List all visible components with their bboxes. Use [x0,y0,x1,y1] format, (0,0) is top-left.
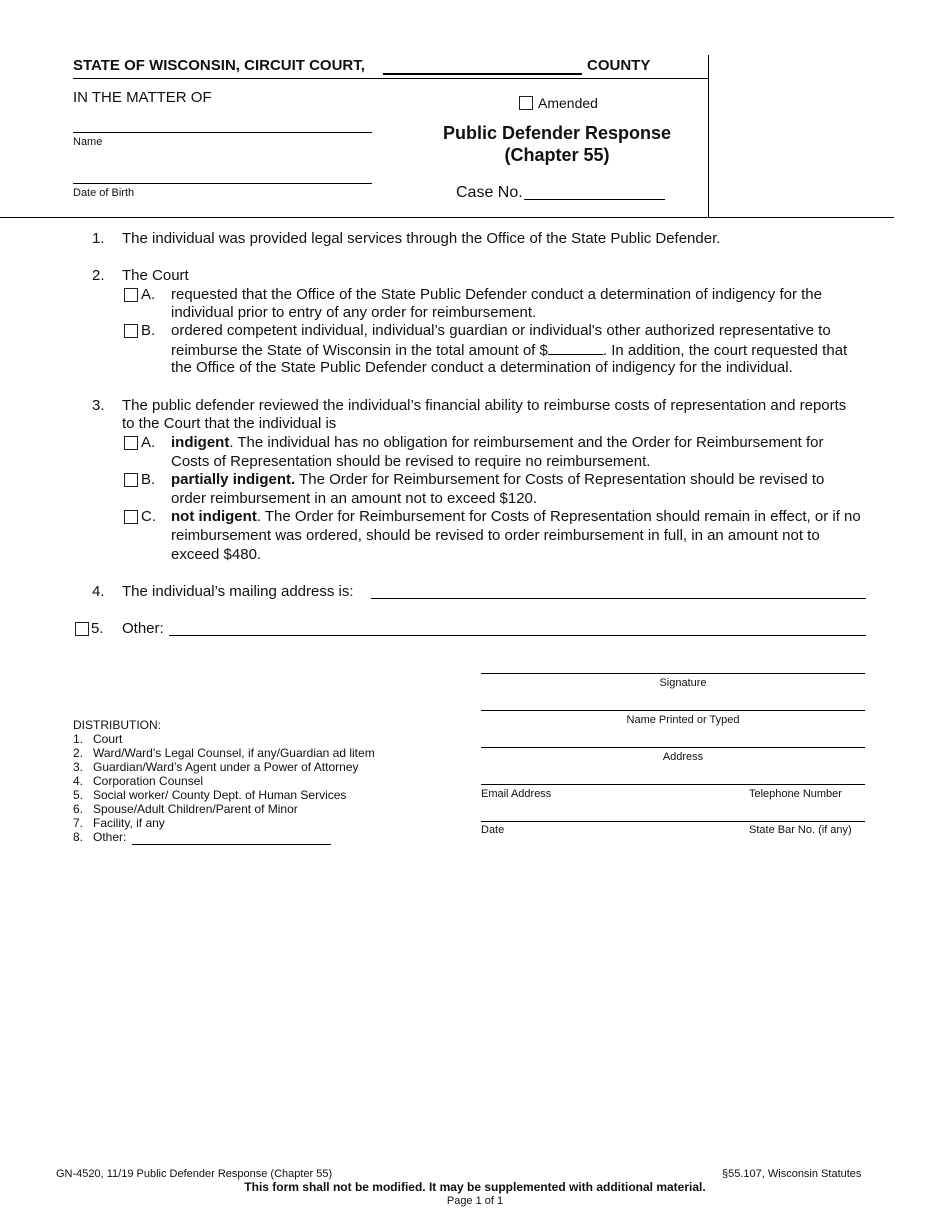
county-label: COUNTY [587,57,651,74]
item-2a-line1: requested that the Office of the State Public Defender conduct a determination of indigency for the [171,286,822,303]
item-3c-line1 [171,507,861,526]
dob-field[interactable] [73,183,372,184]
item-3c-bold: not indigent [171,508,257,525]
court-label: STATE OF WISCONSIN, CIRCUIT COURT, [73,57,365,74]
item-3c-letter: C. [141,508,156,525]
form-title [400,122,714,166]
item-5-checkbox[interactable] [75,622,89,636]
name-label: Name [73,136,103,148]
footer-page: Page 1 of 1 [446,1195,504,1207]
item-2b-line3: the Office of the State Public Defender conduct a determination of indigency for the individual. [171,359,793,376]
reimburse-amount-field[interactable] [548,340,603,355]
item-1-number: 1. [92,230,105,247]
item-2a-letter: A. [141,286,156,303]
case-no-field[interactable] [524,199,665,200]
item-2a-checkbox[interactable] [124,288,138,302]
signature-field[interactable] [481,673,865,674]
distribution-item-num: 1. [73,732,84,746]
item-3a-text: . The individual has no obligation for reimbursement and the Order for Reimbursement for [229,434,824,451]
item-3a-line1 [171,433,824,452]
court-heading [73,57,365,75]
item-5-number: 5. [91,620,104,637]
distribution-item-num: 3. [73,760,84,774]
item-3-line1: The public defender reviewed the individual’s financial ability to reimburse costs of representation and reports [122,397,847,414]
distribution-item [73,816,375,830]
header-bottom-rule [0,217,894,218]
item-4-text: The individual’s mailing address is: [122,583,354,600]
distribution-item [73,774,375,788]
item-2a-line2: individual prior to entry of any order for reimbursement. [171,304,537,321]
form-title-line1: Public Defender Response [442,123,672,143]
matter-label: IN THE MATTER OF [73,89,212,106]
item-3b-checkbox[interactable] [124,473,138,487]
item-2b-line2-post: . In addition, the court requested that [602,342,848,359]
item-2b-line1: ordered competent individual, individual’s guardian or individual's other authorized representative to [171,322,831,339]
item-3b-text: The Order for Reimbursement for Costs of Representation should be revised to [295,471,825,488]
item-3b-line1 [171,470,824,489]
footer-form-id: GN-4520, 11/19 Public Defender Response (Chapter 55) [56,1168,333,1180]
item-2-text: The Court [122,267,189,284]
county-name-field[interactable] [383,73,582,75]
distribution-other-field[interactable] [132,844,331,845]
item-3b-bold: partially indigent. [171,471,296,488]
distribution-item [73,732,375,746]
item-3b-letter: B. [141,471,156,488]
distribution-item-text: Court [93,732,123,746]
item-2b-line2 [171,340,847,360]
name-printed-label: Name Printed or Typed [626,714,740,726]
distribution-item [73,746,375,760]
distribution-item-num: 2. [73,746,84,760]
item-2b-letter: B. [141,322,156,339]
item-3-number: 3. [92,397,105,414]
distribution-item-text: Corporation Counsel [93,774,204,788]
distribution-list [73,732,375,844]
item-2-number: 2. [92,267,105,284]
phone-label: Telephone Number [749,788,842,800]
distribution-item-num: 5. [73,788,84,802]
distribution-item-text: Guardian/Ward’s Agent under a Power of Attorney [93,760,359,774]
item-3a-letter: A. [141,434,156,451]
email-label: Email Address [481,788,552,800]
item-2b-checkbox[interactable] [124,324,138,338]
date-label: Date [481,824,505,836]
signature-label: Signature [659,677,707,689]
distribution-item-num: 6. [73,802,84,816]
bar-number-label: State Bar No. (if any) [749,824,852,836]
item-3b-line2: order reimbursement in an amount not to exceed $120. [171,490,538,507]
item-2b-line2-pre: reimburse the State of Wisconsin in the total amount of $ [171,342,548,359]
name-printed-field[interactable] [481,710,865,711]
mailing-address-field[interactable] [371,598,866,599]
distribution-item [73,802,375,816]
item-3c-line3: exceed $480. [171,546,262,563]
name-field[interactable] [73,132,372,133]
distribution-item-num: 7. [73,816,84,830]
item-3c-text: . The Order for Reimbursement for Costs of Representation should remain in effect, or if no [256,508,861,525]
distribution-item [73,788,375,802]
distribution-item-text: Facility, if any [93,816,165,830]
distribution-item-text: Social worker/ County Dept. of Human Services [93,788,347,802]
form-title-line2: (Chapter 55) [504,145,610,165]
item-3a-line2: Costs of Representation should be revised to require no reimbursement. [171,453,651,470]
email-phone-field[interactable] [481,784,865,785]
amended-checkbox[interactable] [519,96,533,110]
item-1-text: The individual was provided legal services through the Office of the State Public Defender. [122,230,721,247]
item-3a-checkbox[interactable] [124,436,138,450]
distribution-title: DISTRIBUTION: [73,718,162,732]
distribution-item-text: Other: [93,830,127,844]
item-3c-line2: reimbursement was ordered, should be revised to order reimbursement in full, in an amount not to [171,527,820,544]
case-no-label: Case No. [456,184,523,201]
address-field[interactable] [481,747,865,748]
address-label: Address [662,751,704,763]
distribution-item [73,830,375,844]
distribution-item-text: Spouse/Adult Children/Parent of Minor [93,802,298,816]
item-3-line2: to the Court that the individual is [122,415,337,432]
footer-statute: §55.107, Wisconsin Statutes [722,1168,862,1180]
distribution-item-num: 4. [73,774,84,788]
other-field[interactable] [169,635,866,636]
item-5-text: Other: [122,620,164,637]
item-4-number: 4. [92,583,105,600]
item-3a-bold: indigent [171,434,230,451]
distribution-item-num: 8. [73,830,84,844]
item-3c-checkbox[interactable] [124,510,138,524]
dob-label: Date of Birth [73,187,135,199]
distribution-item [73,760,375,774]
amended-label: Amended [538,95,598,111]
distribution-item-text: Ward/Ward’s Legal Counsel, if any/Guardian ad litem [93,746,375,760]
footer-notice: This form shall not be modified. It may be supplemented with additional material. [244,1180,706,1194]
header-divider [73,78,708,79]
date-bar-field[interactable] [481,821,865,822]
